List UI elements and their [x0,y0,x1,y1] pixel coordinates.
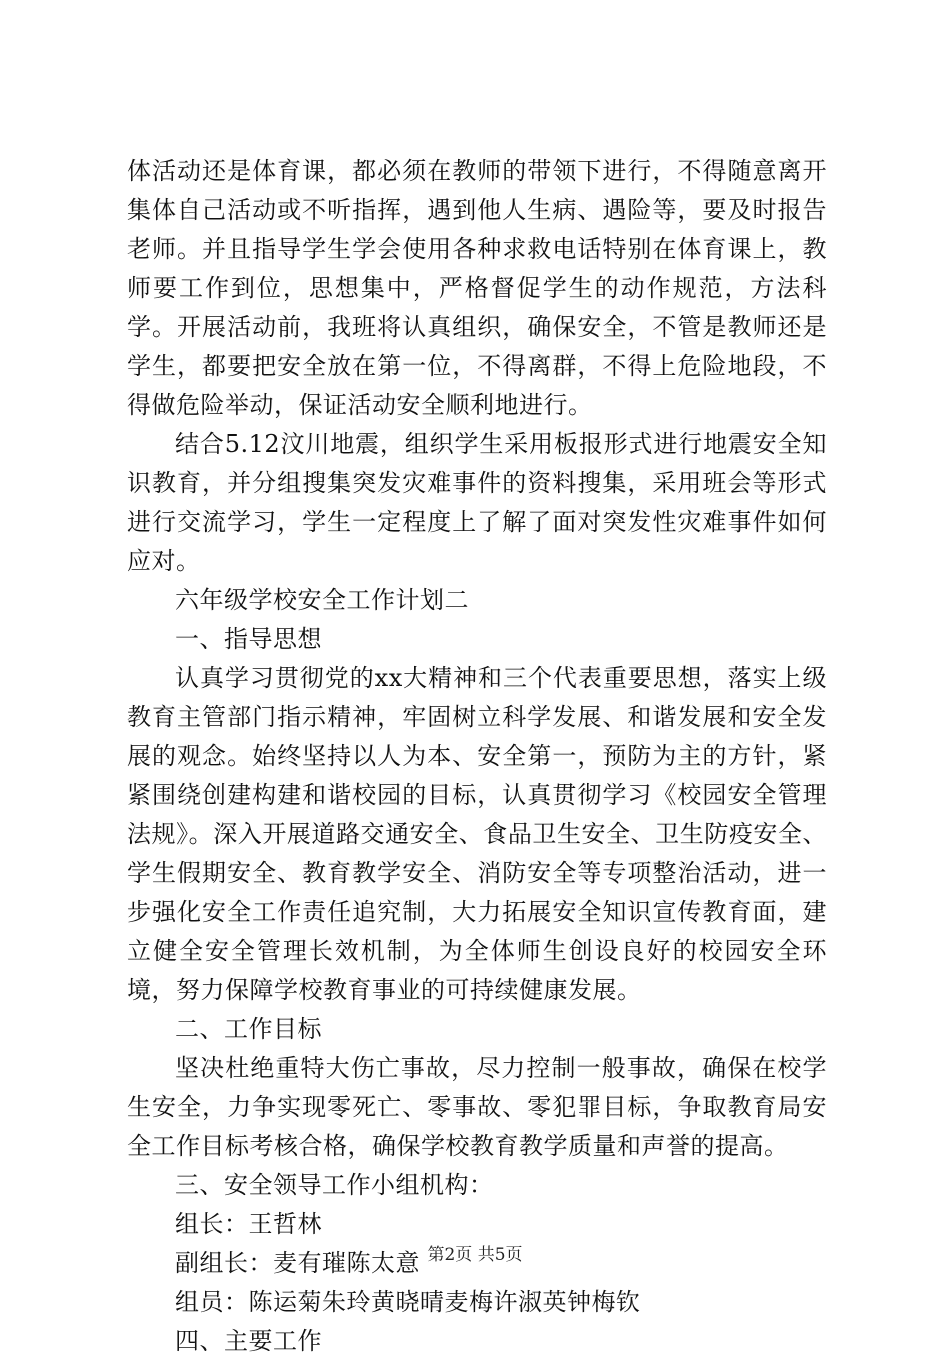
document-body [127,152,827,1361]
heading-work-goals: 二、工作目标 [175,1015,322,1043]
paragraph-work-goals: 坚决杜绝重特大伤亡事故，尽力控制一般事故，确保在校学生安全，力争实现零死亡、零事故、零犯罪目标，争取教育局安全工作目标考核合格，确保学校教育教学质量和声誉的提高。 [127,1054,827,1160]
heading-leadership-group: 三、安全领导工作小组机构： [175,1171,494,1199]
roster-deputy-leader: 副组长：麦有璀陈太意 [175,1249,420,1277]
page-number-footer: 第2页 共5页 [427,1245,523,1265]
paragraph-continuation: 体活动还是体育课，都必须在教师的带领下进行，不得随意离开集体自己活动或不听指挥，遇到他人生病、遇险等，要及时报告老师。并且指导学生学会使用各种求救电话特别在体育课上，教师要工作到位，思想集中，严格督促学生的动作规范，方法科学。开展活动前，我班将认真组织，确保安全，不管是教师还是学生，都要把安全放在第一位，不得离群，不得上危险地段，不得做危险举动，保证活动安全顺利地进行。 [127,157,827,419]
paragraph-guiding-thought: 认真学习贯彻党的xx大精神和三个代表重要思想，落实上级教育主管部门指示精神，牢固树立科学发展、和谐发展和安全发展的观念。始终坚持以人为本、安全第一，预防为主的方针，紧紧围绕创建构建和谐校园的目标，认真贯彻学习《校园安全管理法规》。深入开展道路交通安全、食品卫生安全、卫生防疫安全、学生假期安全、教育教学安全、消防安全等专项整治活动，进一步强化安全工作责任追究制，大力拓展安全知识宣传教育面，建立健全安全管理长效机制，为全体师生创设良好的校园安全环境，努力保障学校教育事业的可持续健康发展。 [127,664,827,1004]
section-title: 六年级学校安全工作计划二 [175,586,469,614]
paragraph-earthquake-education: 结合5.12汶川地震，组织学生采用板报形式进行地震安全知识教育，并分组搜集突发灾难事件的资料搜集，采用班会等形式进行交流学习，学生一定程度上了解了面对突发性灾难事件如何应对。 [127,430,827,575]
roster-members: 组员：陈运菊朱玲黄晓晴麦梅许淑英钟梅钦 [175,1288,641,1316]
heading-guiding-thought: 一、指导思想 [175,625,322,653]
heading-main-work: 四、主要工作 [175,1327,322,1355]
roster-leader: 组长：王哲林 [175,1210,322,1238]
